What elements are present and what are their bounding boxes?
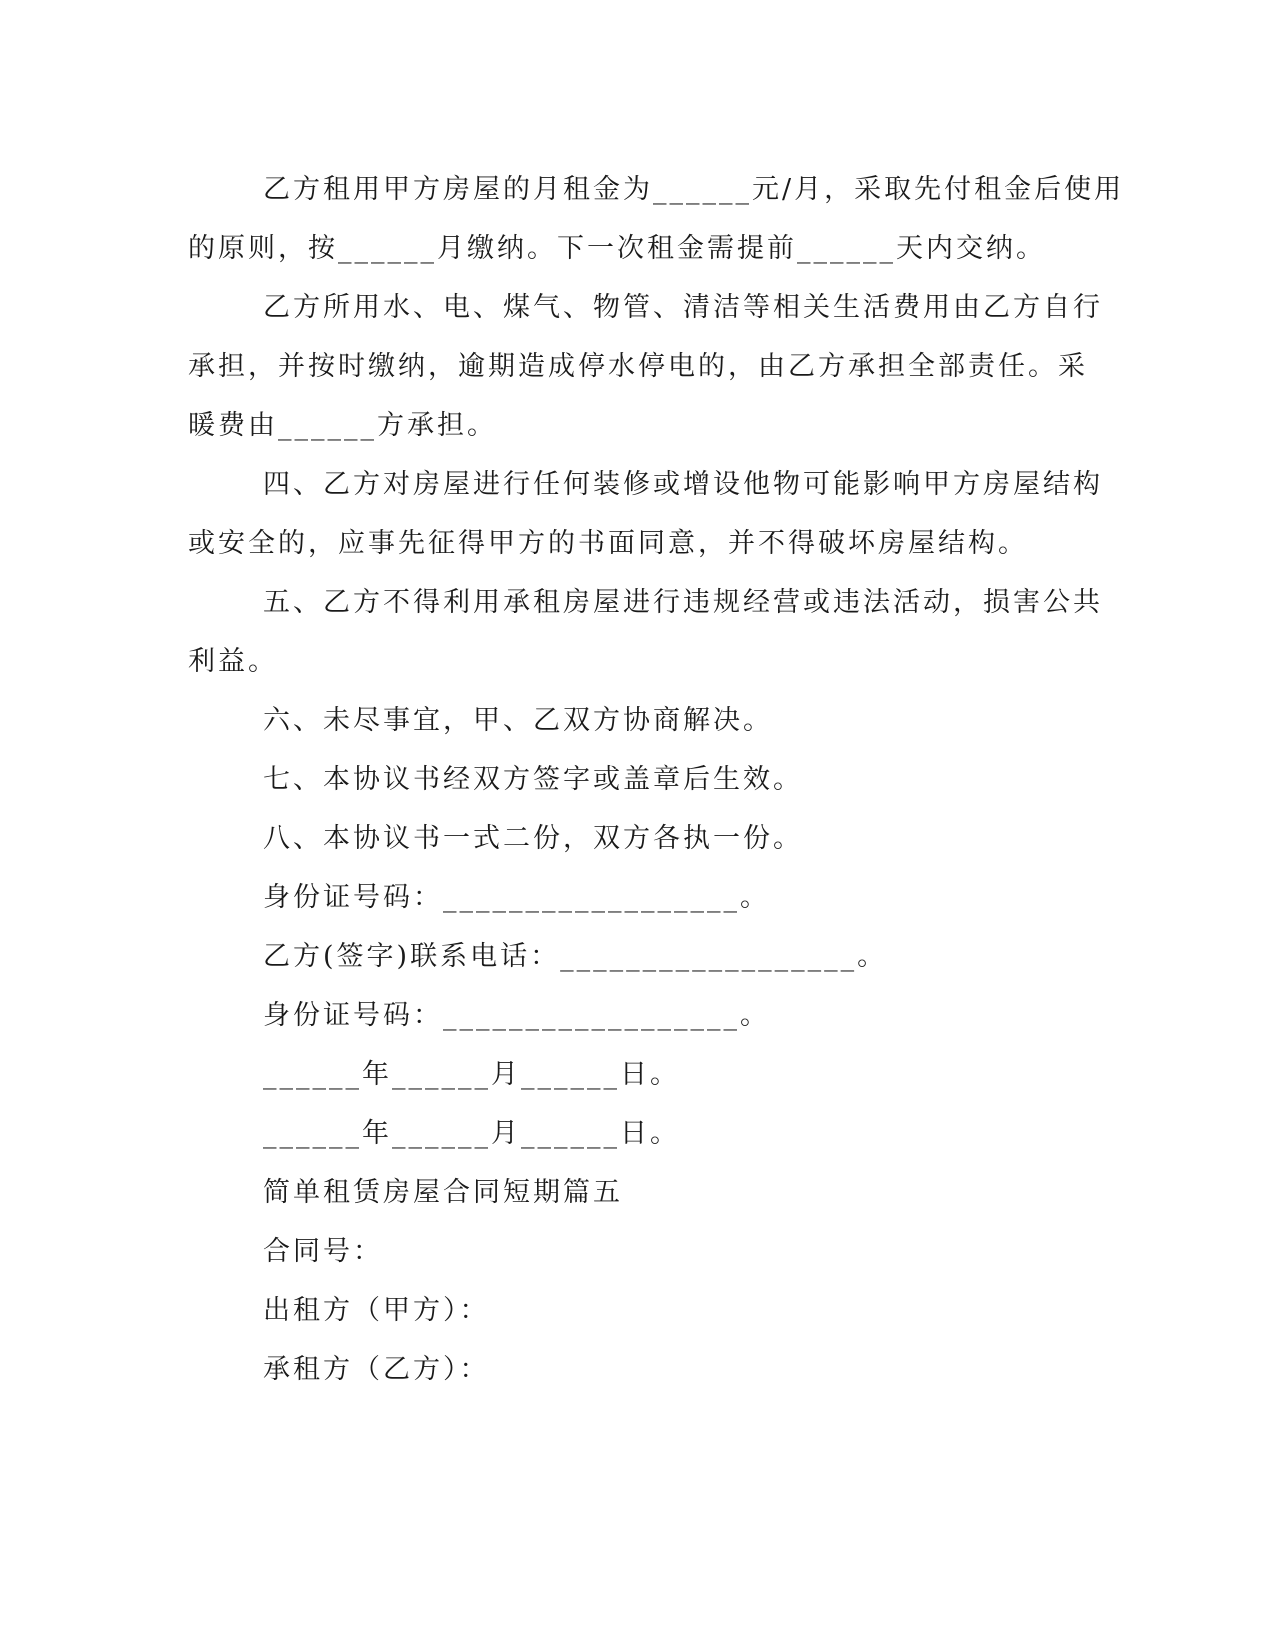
lessor-label: 出租方（甲方）： — [263, 1295, 490, 1326]
rent-paragraph-line-2: 的原则，按______月缴纳。下一次租金需提前______天内交纳。 — [188, 233, 1046, 264]
id-number-field-2: 身份证号码：__________________。 — [263, 1000, 770, 1031]
date-line-2: ______年______月______日。 — [263, 1118, 680, 1149]
utilities-paragraph-line-2: 承担，并按时缴纳，逾期造成停水停电的，由乙方承担全部责任。采 — [188, 351, 1088, 382]
rent-paragraph-line-1: 乙方租用甲方房屋的月租金为______元/月，采取先付租金后使用 — [263, 174, 1125, 205]
party-b-signature-phone: 乙方(签字)联系电话：__________________。 — [263, 941, 888, 972]
contract-number-label: 合同号： — [263, 1236, 383, 1267]
clause-4 — [188, 455, 1103, 573]
clause-5-line-1: 五、乙方不得利用承租房屋进行违规经营或违法活动，损害公共 — [263, 587, 1103, 618]
utilities-paragraph-line-1: 乙方所用水、电、煤气、物管、清洁等相关生活费用由乙方自行 — [263, 292, 1103, 323]
clause-8: 八、本协议书一式二份，双方各执一份。 — [263, 823, 803, 854]
rent-paragraph — [188, 160, 1125, 278]
document-body — [188, 160, 1125, 1399]
clause-4-line-1: 四、乙方对房屋进行任何装修或增设他物可能影响甲方房屋结构 — [263, 469, 1103, 500]
clause-5-line-2: 利益。 — [188, 646, 278, 677]
clause-4-line-2: 或安全的，应事先征得甲方的书面同意，并不得破坏房屋结构。 — [188, 528, 1028, 559]
next-section-title: 简单租赁房屋合同短期篇五 — [263, 1177, 623, 1208]
clause-6: 六、未尽事宜，甲、乙双方协商解决。 — [263, 705, 773, 736]
date-line-1: ______年______月______日。 — [263, 1059, 680, 1090]
clause-5 — [188, 573, 1103, 691]
clause-7: 七、本协议书经双方签字或盖章后生效。 — [263, 764, 803, 795]
utilities-paragraph-line-3: 暖费由______方承担。 — [188, 410, 497, 441]
lessee-label: 承租方（乙方）： — [263, 1354, 490, 1385]
utilities-paragraph — [188, 278, 1103, 455]
id-number-field-1: 身份证号码：__________________。 — [263, 882, 770, 913]
